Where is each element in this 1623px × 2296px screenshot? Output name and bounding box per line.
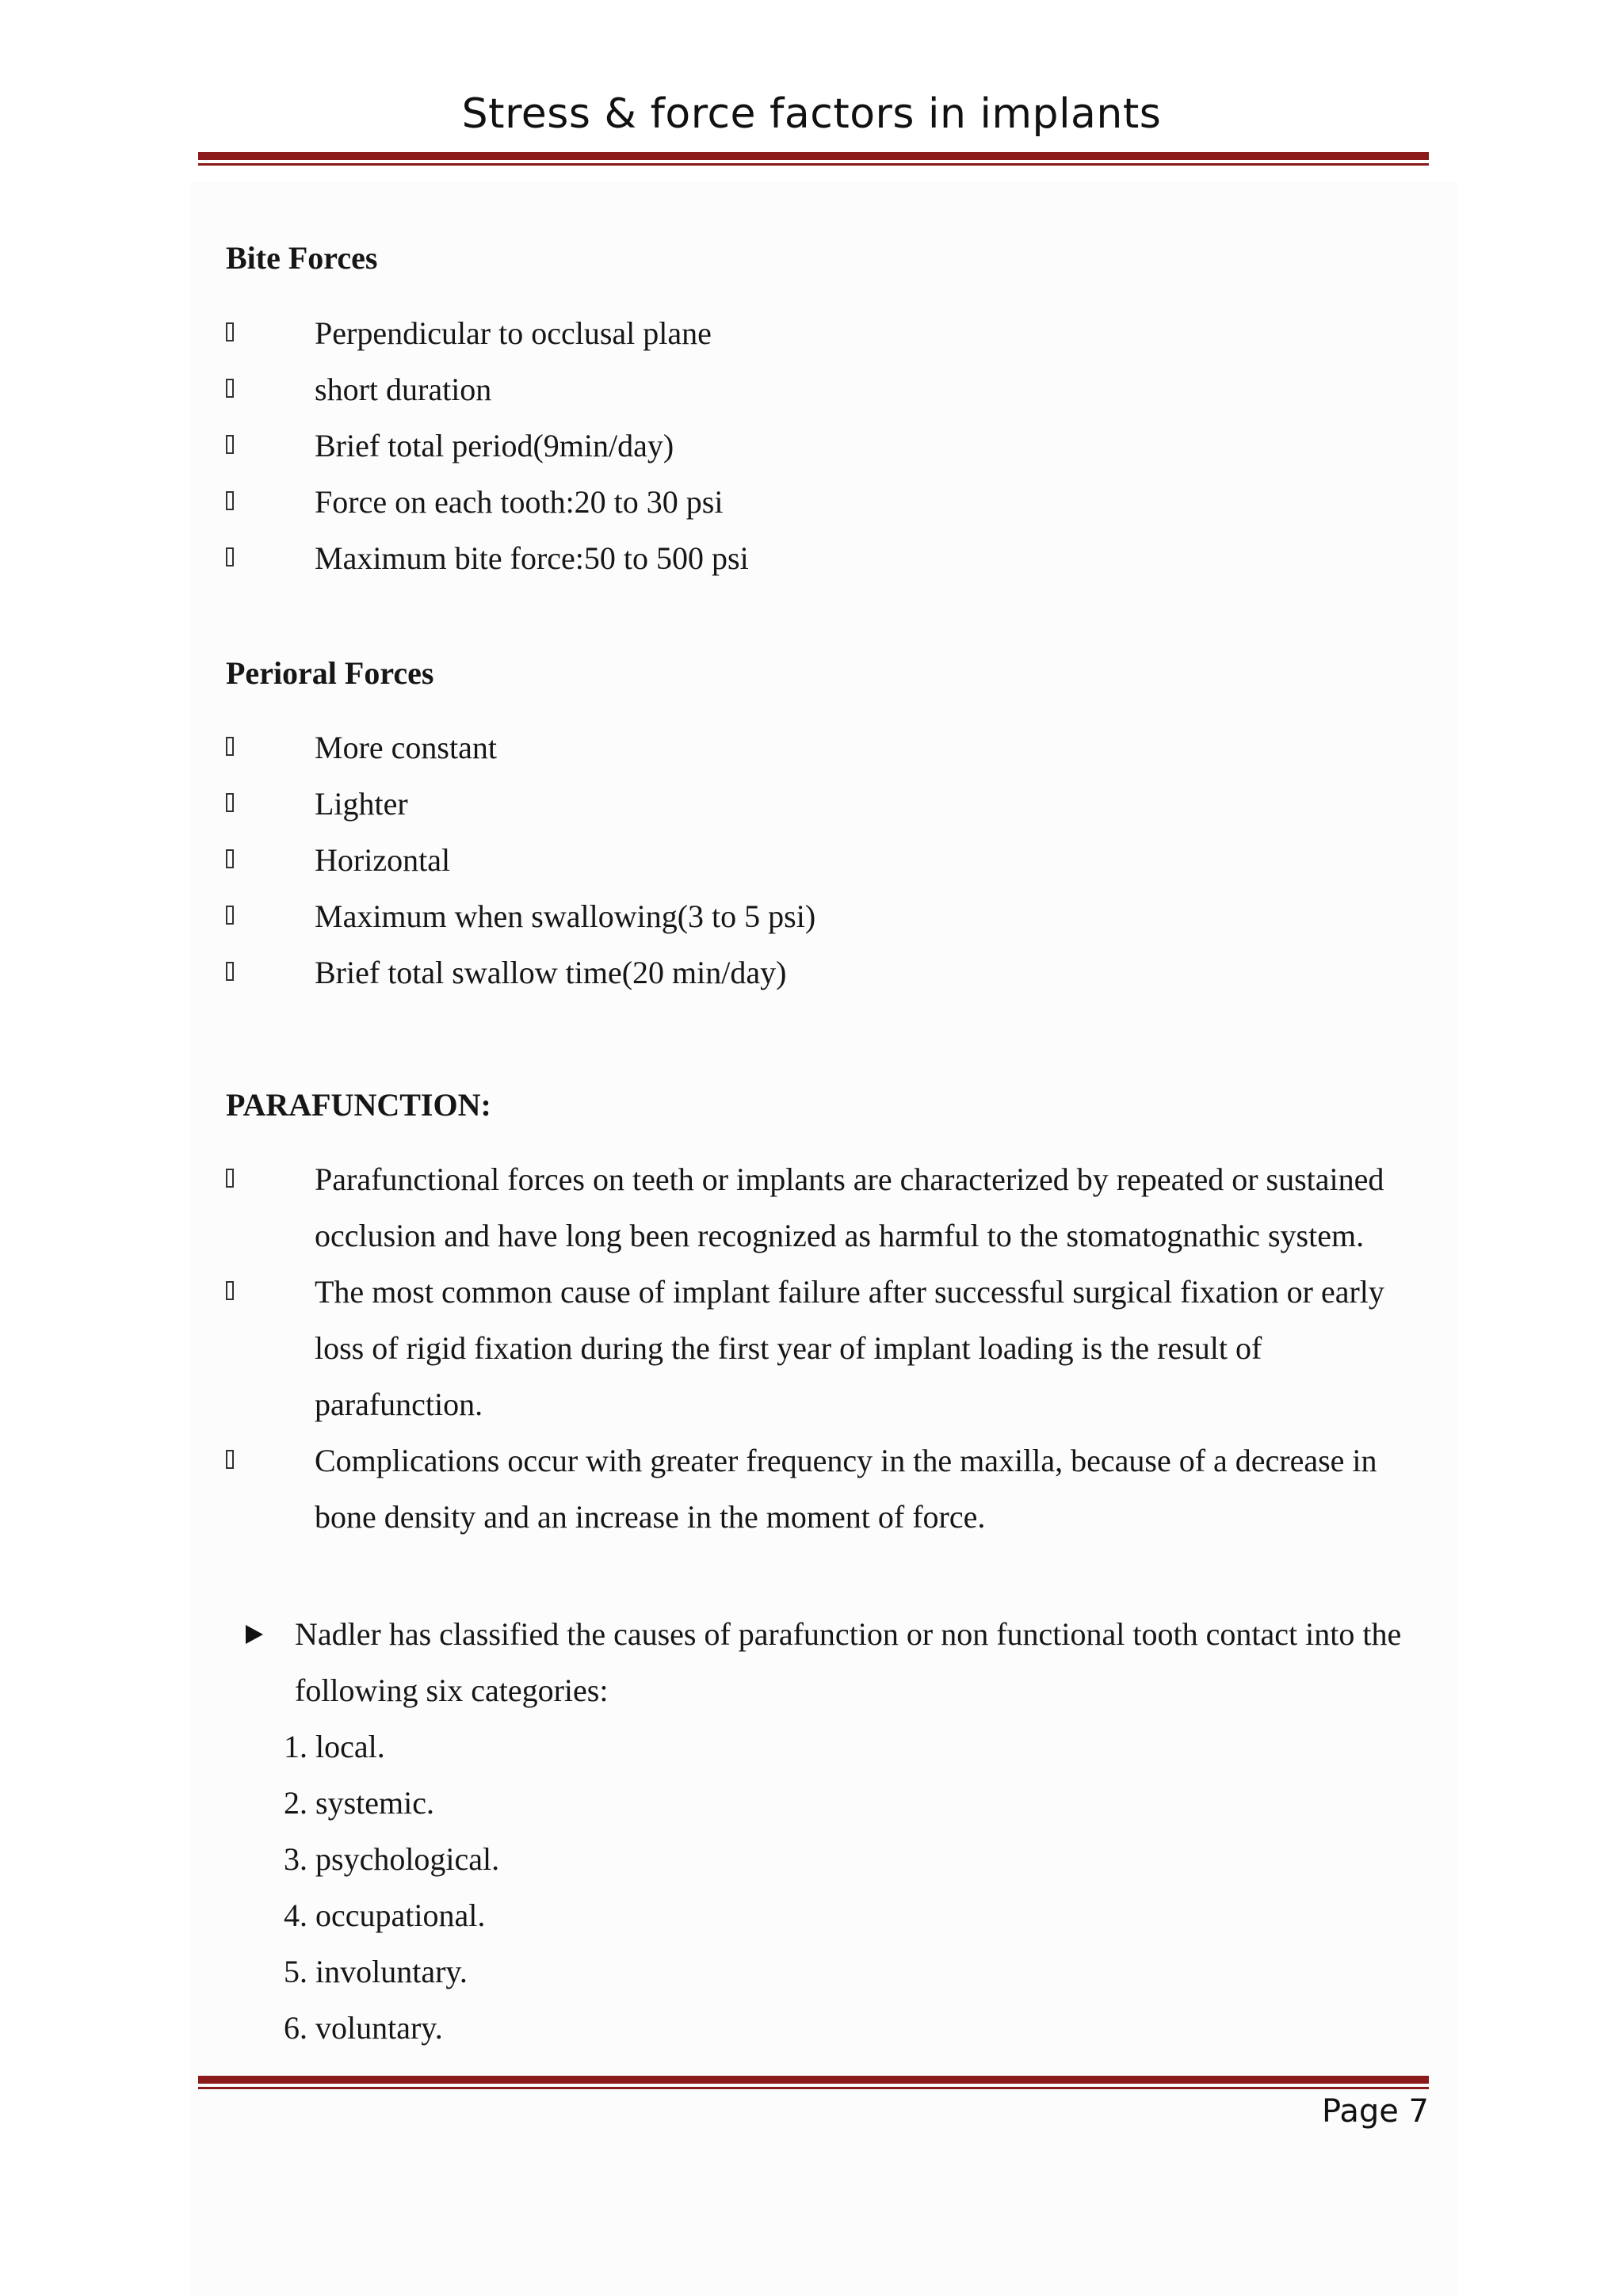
list-item: Brief total swallow time(20 min/day) <box>226 944 1430 1001</box>
section-heading-perioral-forces: Perioral Forces <box>226 655 434 691</box>
list-item: 4. occupational. <box>284 1897 486 1933</box>
missing-glyph-box-icon <box>226 379 234 398</box>
missing-glyph-box-icon <box>226 906 234 925</box>
list-item: Horizontal <box>226 832 1430 888</box>
missing-glyph-box-icon <box>226 793 234 812</box>
list-item: Maximum when swallowing(3 to 5 psi) <box>226 888 1430 944</box>
list-item: 5. involuntary. <box>284 1954 468 1989</box>
list-item: The most common cause of implant failure after successful surgical fixation or early loss of rigid fixation during the first year of implant loading is the result of parafunction. <box>226 1264 1430 1432</box>
list-item: 1. local. <box>284 1729 385 1764</box>
missing-glyph-box-icon <box>226 491 234 510</box>
section-heading-bite-forces: Bite Forces <box>226 240 378 276</box>
nadler-classification <box>246 1606 1403 2056</box>
footer-rule-thin <box>198 2087 1429 2089</box>
section-heading-parafunction: PARAFUNCTION: <box>226 1087 491 1123</box>
list-item: Perpendicular to occlusal plane <box>226 305 1430 361</box>
parafunction-list <box>226 1151 1430 1545</box>
bite-forces-list <box>226 305 1430 586</box>
list-item: 6. voluntary. <box>284 2010 443 2046</box>
missing-glyph-box-icon <box>226 849 234 868</box>
list-item: Maximum bite force:50 to 500 psi <box>226 530 1430 586</box>
missing-glyph-box-icon <box>226 1169 234 1188</box>
header-rule-thick <box>198 152 1429 160</box>
footer-rule-thick <box>198 2076 1429 2084</box>
missing-glyph-box-icon <box>226 962 234 981</box>
page-number: Page 7 <box>1322 2093 1429 2130</box>
missing-glyph-box-icon <box>226 322 234 341</box>
missing-glyph-box-icon <box>226 1450 234 1469</box>
page-header-title: Stress & force factors in implants <box>461 90 1162 138</box>
list-item: More constant <box>226 719 1430 776</box>
nadler-intro: Nadler has classified the causes of parafunction or non functional tooth contact into the following six categories: <box>295 1616 1402 1708</box>
arrow-bullet-icon <box>246 1625 263 1644</box>
missing-glyph-box-icon <box>226 737 234 756</box>
list-item: Parafunctional forces on teeth or implants are characterized by repeated or sustained occlusion and have long been recognized as harmful to the stomatognathic system. <box>226 1151 1430 1264</box>
list-item: short duration <box>226 361 1430 418</box>
list-item: 3. psychological. <box>284 1841 500 1877</box>
list-item: 2. systemic. <box>284 1785 434 1821</box>
list-item: Complications occur with greater frequency in the maxilla, because of a decrease in bone density and an increase in the moment of force. <box>226 1432 1430 1545</box>
missing-glyph-box-icon <box>226 547 234 566</box>
missing-glyph-box-icon <box>226 435 234 454</box>
header-rule-thin <box>198 163 1429 166</box>
nadler-categories-list <box>246 1718 1403 2056</box>
list-item: Brief total period(9min/day) <box>226 418 1430 474</box>
perioral-forces-list <box>226 719 1430 1001</box>
list-item: Lighter <box>226 776 1430 832</box>
missing-glyph-box-icon <box>226 1281 234 1300</box>
list-item: Force on each tooth:20 to 30 psi <box>226 474 1430 530</box>
